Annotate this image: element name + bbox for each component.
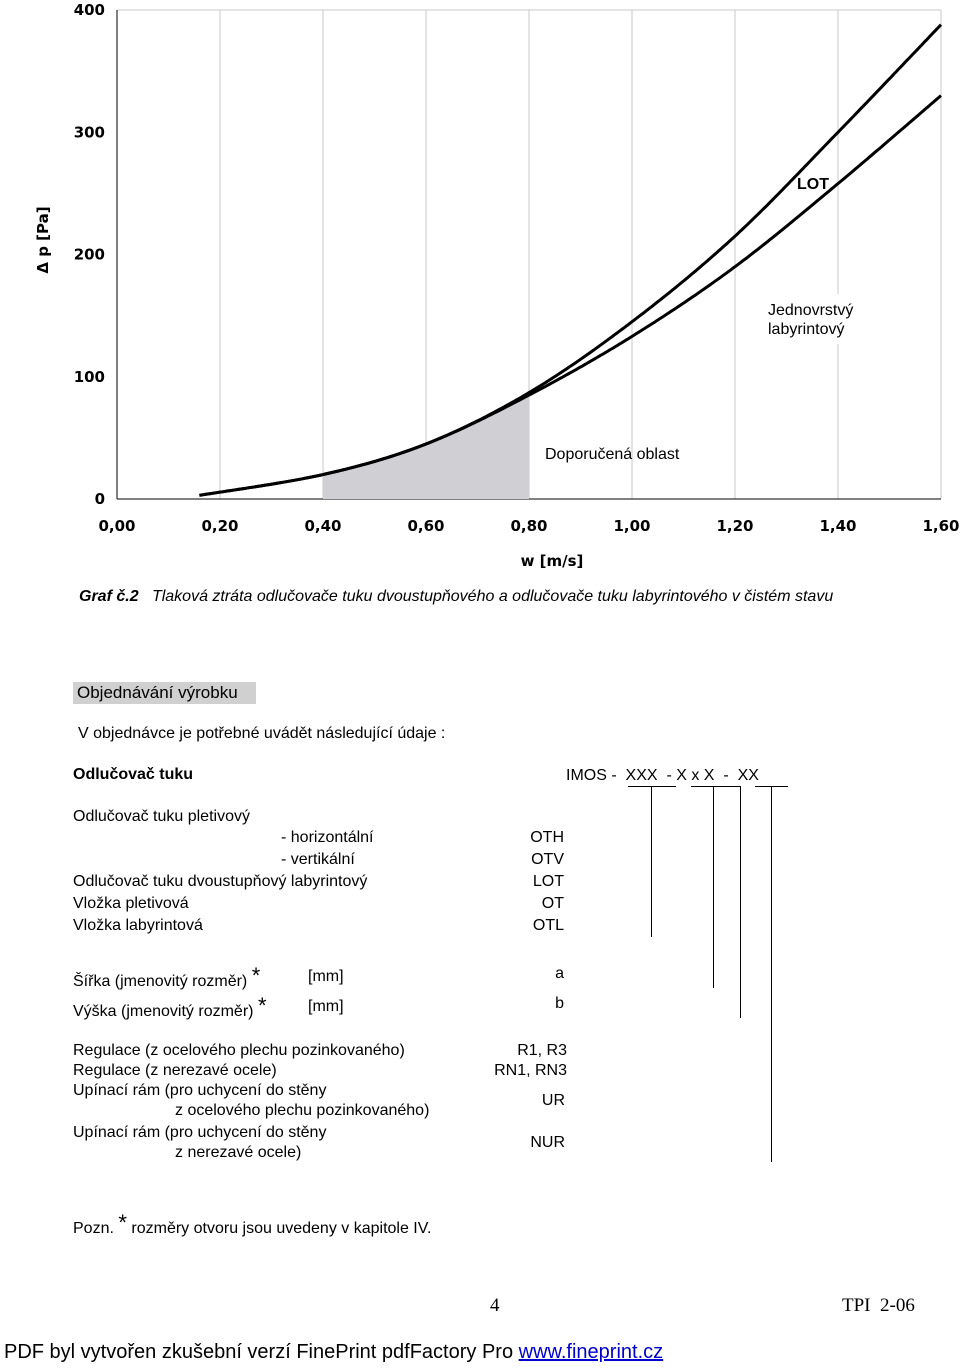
x-tick-label: 1,40 [819,517,857,535]
series-line-0 [199,25,941,496]
pressure-loss-chart [0,0,960,580]
type-label-vertical: - vertikální [281,851,355,868]
dimension-height-code: b [555,995,564,1012]
note-prefix: Pozn. [73,1220,114,1237]
type-label-mesh: Odlučovač tuku pletivový [73,808,250,825]
page-number: 4 [490,1295,500,1316]
x-tick-label: 0,20 [201,517,239,535]
caption-prefix: Graf č. [79,588,130,605]
accessory-label-frame-galv: Upínací rám (pro uchycení do stěny [73,1082,327,1099]
connector-height [740,786,741,1018]
type-code-lot: LOT [532,873,564,890]
accessory-label-frame-steel: Upínací rám (pro uchycení do stěny [73,1124,327,1141]
product-label: Odlučovač tuku [73,766,194,783]
connector-type [651,786,652,937]
type-label-horizontal: - horizontální [281,829,374,846]
accessory-code-rn1-rn3: RN1, RN3 [494,1062,567,1079]
pdf-watermark [4,1341,663,1364]
dimension-width-unit: [mm] [308,968,344,985]
series-label-labyrinth-line2: labyrintový [768,321,845,338]
x-tick-label: 0,40 [304,517,342,535]
accessory-label-regulation-galv: Regulace (z ocelového plechu pozinkovaného) [73,1042,405,1059]
accessory-label-frame-galv-2: z ocelového plechu pozinkovaného) [175,1102,430,1119]
x-tick-label: 1,20 [716,517,754,535]
ordering-intro: V objednávce je potřebné uvádět následující údaje : [78,725,446,742]
dimension-width-code: a [555,965,564,982]
y-axis-label: Δ p [Pa] [34,206,52,274]
note-star: * [118,1210,127,1235]
type-code-otl: OTL [532,917,564,934]
document-id: TPI 2-06 [842,1295,915,1316]
dimension-width-star: * [251,963,261,988]
y-tick-labels [74,1,105,508]
dimension-width-text: Šířka (jmenovitý rozměr) [73,973,248,990]
y-tick-label: 100 [73,367,105,386]
y-tick-label: 400 [73,1,105,19]
dimension-width-label [73,963,261,992]
series-label-labyrinth-text: Jednovrstvý [768,302,854,319]
dimension-height-label [73,993,267,1022]
dimension-height-star: * [257,993,267,1018]
ordering-heading: Objednávání výrobku [73,682,256,704]
type-code-oth: OTH [530,829,564,846]
x-tick-label: 0,60 [407,517,445,535]
accessory-label-regulation-steel: Regulace (z nerezavé ocele) [73,1062,277,1079]
series-label-lot: LOT [797,176,829,193]
y-tick-label: 300 [73,123,105,142]
type-code-ot: OT [541,895,564,912]
type-label-mesh-insert: Vložka pletivová [73,895,189,912]
note-text: rozměry otvoru jsou uvedeny v kapitole IV. [131,1220,432,1237]
type-label-labyrinth-insert: Vložka labyrintová [73,917,203,934]
connector-width [713,786,714,988]
code-template: IMOS - XXX - X x X - XX [566,767,759,784]
x-tick-label: 1,00 [613,517,651,535]
caption-number: 2 [129,588,139,605]
dimension-height-unit: [mm] [308,998,344,1015]
dimension-height-text: Výška (jmenovitý rozměr) [73,1003,254,1020]
shaded-region-label: Doporučená oblast [545,446,680,463]
chart-caption [79,588,833,606]
y-tick-label: 0 [94,490,105,508]
accessory-label-frame-steel-2: z nerezavé ocele) [175,1144,302,1161]
accessory-code-nur: NUR [530,1134,565,1151]
x-tick-label: 1,60 [922,517,960,535]
type-code-otv: OTV [531,851,564,868]
accessory-code-r1-r3: R1, R3 [517,1042,567,1059]
x-axis-label: w [m/s] [520,552,584,570]
pdf-watermark-link[interactable]: www.fineprint.cz [518,1341,664,1363]
x-tick-label: 0,80 [510,517,548,535]
x-tick-label: 0,00 [98,517,136,535]
code-underline-size [691,786,741,787]
pdf-watermark-text: PDF byl vytvořen zkušební verzí FinePrint pdfFactory Pro [4,1341,514,1363]
code-underline-type [628,786,676,787]
x-tick-labels [98,517,959,535]
note [73,1210,432,1239]
type-label-two-stage: Odlučovač tuku dvoustupňový labyrintový [73,873,368,890]
chart-series [199,25,941,496]
accessory-code-ur: UR [541,1092,565,1109]
y-tick-label: 200 [73,245,105,264]
caption-text: Tlaková ztráta odlučovače tuku dvoustupňového a odlučovače tuku labyrintového v čistém stavu [151,588,834,605]
connector-accessory [771,786,772,1162]
